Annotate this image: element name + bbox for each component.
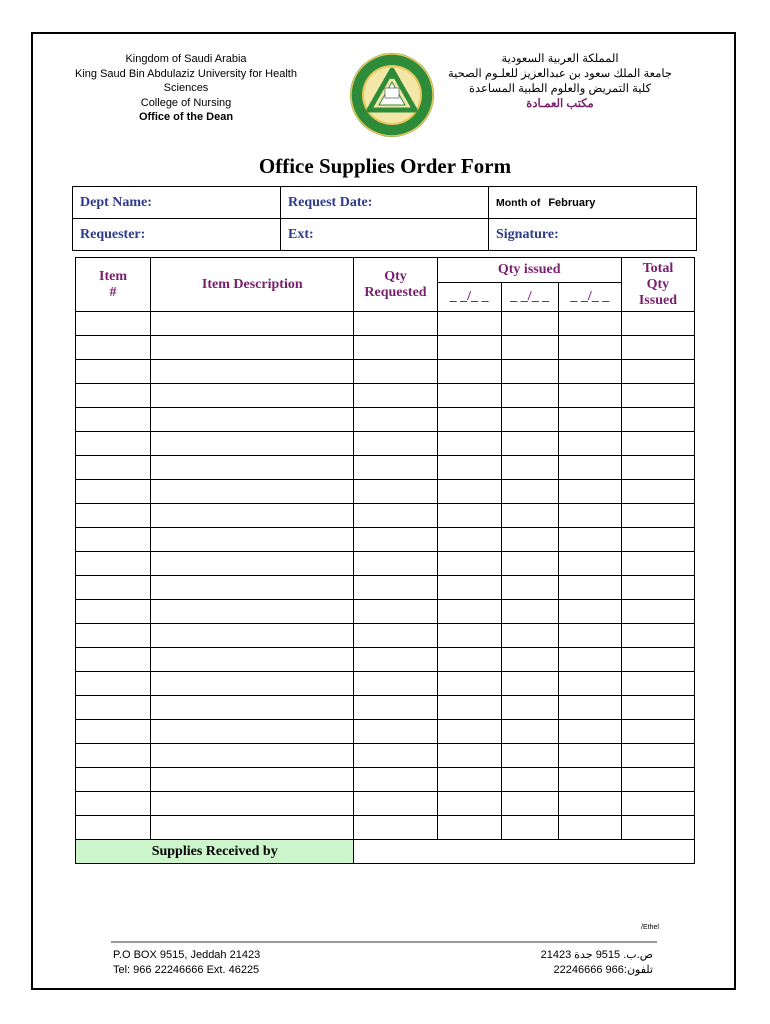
footer-divider: [111, 941, 657, 943]
table-cell[interactable]: [558, 336, 621, 360]
table-cell[interactable]: [558, 696, 621, 720]
table-cell[interactable]: [558, 624, 621, 648]
ext-label: Ext:: [288, 226, 314, 242]
table-cell[interactable]: [501, 432, 558, 456]
table-cell[interactable]: [354, 528, 437, 552]
table-cell[interactable]: [558, 720, 621, 744]
table-cell[interactable]: [76, 504, 151, 528]
table-cell[interactable]: [621, 552, 694, 576]
issue-date-3[interactable]: _ _/_ _: [558, 283, 621, 312]
table-cell[interactable]: [76, 552, 151, 576]
table-cell[interactable]: [354, 456, 437, 480]
table-cell[interactable]: [558, 648, 621, 672]
table-cell[interactable]: [437, 504, 501, 528]
table-row: [76, 792, 695, 816]
table-cell[interactable]: [151, 624, 354, 648]
table-cell[interactable]: [501, 312, 558, 336]
table-cell[interactable]: [621, 408, 694, 432]
table-cell[interactable]: [621, 312, 694, 336]
table-cell[interactable]: [437, 624, 501, 648]
table-cell[interactable]: [151, 408, 354, 432]
table-cell[interactable]: [501, 792, 558, 816]
table-row: [76, 576, 695, 600]
table-cell[interactable]: [621, 600, 694, 624]
table-cell[interactable]: [437, 480, 501, 504]
table-cell[interactable]: [76, 360, 151, 384]
table-cell[interactable]: [76, 720, 151, 744]
table-cell[interactable]: [437, 432, 501, 456]
form-title: Office Supplies Order Form: [258, 154, 512, 178]
table-cell[interactable]: [621, 432, 694, 456]
table-cell[interactable]: [437, 552, 501, 576]
table-cell[interactable]: [621, 792, 694, 816]
table-cell[interactable]: [437, 672, 501, 696]
supplies-received-field[interactable]: [354, 840, 695, 864]
table-cell[interactable]: [354, 360, 437, 384]
table-cell[interactable]: [76, 768, 151, 792]
table-cell[interactable]: [501, 576, 558, 600]
header-arabic: [440, 52, 680, 112]
table-cell[interactable]: [558, 384, 621, 408]
university-seal-logo: [349, 52, 435, 138]
table-cell[interactable]: [621, 672, 694, 696]
table-cell[interactable]: [76, 576, 151, 600]
table-cell[interactable]: [621, 480, 694, 504]
header-ar-line: جامعة الملك سعود بن عبدالعزيز للعلـوم الصحية: [447, 68, 673, 80]
table-row: [76, 504, 695, 528]
table-cell[interactable]: [558, 432, 621, 456]
author-initials: /Ethel: [641, 924, 659, 931]
header-ar-dean: مكتب العمـادة: [526, 98, 594, 110]
request-info-table: [72, 186, 697, 251]
table-row: [76, 312, 695, 336]
table-cell[interactable]: [76, 816, 151, 840]
table-row: [76, 768, 695, 792]
header-en-dean: Office of the Dean: [138, 111, 234, 123]
table-cell[interactable]: [151, 528, 354, 552]
table-cell[interactable]: [558, 792, 621, 816]
table-cell[interactable]: [558, 768, 621, 792]
table-cell[interactable]: [621, 696, 694, 720]
table-row: [76, 816, 695, 840]
table-cell[interactable]: [621, 456, 694, 480]
header-en-line: Kingdom of Saudi Arabia: [125, 53, 247, 65]
table-cell[interactable]: [76, 792, 151, 816]
footer-phone: Tel: 966 22246666 Ext. 46225: [113, 964, 260, 976]
table-cell[interactable]: [501, 504, 558, 528]
col-qty-requested: Qty Requested: [354, 258, 437, 312]
table-cell[interactable]: [621, 624, 694, 648]
table-cell[interactable]: [501, 648, 558, 672]
table-cell[interactable]: [354, 504, 437, 528]
table-cell[interactable]: [151, 480, 354, 504]
table-cell[interactable]: [437, 360, 501, 384]
table-cell[interactable]: [354, 816, 437, 840]
table-row: [76, 624, 695, 648]
table-cell[interactable]: [354, 600, 437, 624]
issue-date-1[interactable]: _ _/_ _: [437, 283, 501, 312]
table-cell[interactable]: [76, 696, 151, 720]
table-cell[interactable]: [76, 600, 151, 624]
table-cell[interactable]: [621, 360, 694, 384]
month-label: Month of: [496, 196, 541, 209]
table-cell[interactable]: [621, 744, 694, 768]
table-cell[interactable]: [558, 672, 621, 696]
table-row: [76, 528, 695, 552]
footer-ar-address: ص.ب. 9515 جدة 21423: [540, 949, 653, 961]
dept-name-label: Dept Name:: [80, 194, 152, 210]
table-cell[interactable]: [151, 360, 354, 384]
table-row: [76, 456, 695, 480]
table-cell[interactable]: [151, 792, 354, 816]
table-cell[interactable]: [501, 408, 558, 432]
table-cell[interactable]: [558, 312, 621, 336]
table-cell[interactable]: [354, 696, 437, 720]
table-cell[interactable]: [151, 336, 354, 360]
table-cell[interactable]: [501, 384, 558, 408]
table-cell[interactable]: [621, 720, 694, 744]
table-cell[interactable]: [558, 528, 621, 552]
footer-address: P.O BOX 9515, Jeddah 21423: [113, 949, 261, 961]
table-cell[interactable]: [354, 672, 437, 696]
table-cell[interactable]: [558, 600, 621, 624]
table-row: [76, 336, 695, 360]
table-cell[interactable]: [621, 576, 694, 600]
table-cell[interactable]: [437, 696, 501, 720]
table-row: [76, 432, 695, 456]
table-row: [76, 360, 695, 384]
table-cell[interactable]: [354, 480, 437, 504]
table-row: [76, 552, 695, 576]
table-row: [76, 648, 695, 672]
table-cell[interactable]: [501, 456, 558, 480]
table-cell[interactable]: [501, 720, 558, 744]
table-cell[interactable]: [621, 384, 694, 408]
table-row: [76, 408, 695, 432]
table-cell[interactable]: [501, 744, 558, 768]
header-en-line: King Saud Bin Abdulaziz University for Health Sciences: [75, 67, 297, 94]
table-cell[interactable]: [501, 672, 558, 696]
requester-field[interactable]: [73, 219, 281, 251]
table-cell[interactable]: [437, 792, 501, 816]
table-cell[interactable]: [437, 528, 501, 552]
table-cell[interactable]: [151, 504, 354, 528]
table-cell[interactable]: [501, 696, 558, 720]
table-cell[interactable]: [76, 384, 151, 408]
table-row: [76, 696, 695, 720]
table-cell[interactable]: [501, 768, 558, 792]
table-cell[interactable]: [558, 480, 621, 504]
table-cell[interactable]: [151, 552, 354, 576]
table-cell[interactable]: [354, 768, 437, 792]
table-cell[interactable]: [501, 552, 558, 576]
table-cell[interactable]: [76, 648, 151, 672]
requester-label: Requester:: [80, 226, 146, 242]
ext-field[interactable]: [281, 219, 489, 251]
signature-field[interactable]: [489, 219, 697, 251]
table-cell[interactable]: [437, 744, 501, 768]
request-date-label: Request Date:: [288, 194, 373, 210]
table-cell[interactable]: [621, 768, 694, 792]
supplies-received-label: Supplies Received by: [76, 840, 354, 864]
table-cell[interactable]: [354, 552, 437, 576]
table-cell[interactable]: [501, 624, 558, 648]
table-cell[interactable]: [621, 336, 694, 360]
table-cell[interactable]: [354, 744, 437, 768]
footer-arabic: [500, 948, 653, 978]
table-cell[interactable]: [151, 600, 354, 624]
footer-ar-phone: تلفون:966 22246666: [553, 964, 653, 976]
col-item-description: Item Description: [151, 258, 354, 312]
supplies-table: [75, 257, 695, 864]
table-cell[interactable]: [437, 600, 501, 624]
table-cell[interactable]: [354, 720, 437, 744]
table-cell[interactable]: [437, 720, 501, 744]
table-cell[interactable]: [354, 624, 437, 648]
table-cell[interactable]: [151, 768, 354, 792]
table-row: [76, 672, 695, 696]
request-date-field[interactable]: [281, 187, 489, 219]
table-cell[interactable]: [437, 456, 501, 480]
table-cell[interactable]: [437, 408, 501, 432]
table-cell[interactable]: [558, 552, 621, 576]
table-cell[interactable]: [621, 648, 694, 672]
footer-english: [113, 948, 260, 978]
table-row: [76, 720, 695, 744]
table-cell[interactable]: [151, 576, 354, 600]
header-ar-line: المملكة العربية السعودية: [501, 53, 619, 65]
col-qty-issued: Qty issued: [437, 258, 621, 283]
table-cell[interactable]: [76, 624, 151, 648]
table-cell[interactable]: [151, 312, 354, 336]
table-cell[interactable]: [558, 744, 621, 768]
table-cell[interactable]: [558, 816, 621, 840]
table-cell[interactable]: [76, 480, 151, 504]
table-cell[interactable]: [621, 504, 694, 528]
header-english: [58, 52, 314, 125]
table-cell[interactable]: [151, 744, 354, 768]
table-cell[interactable]: [76, 312, 151, 336]
table-cell[interactable]: [151, 816, 354, 840]
table-cell[interactable]: [501, 480, 558, 504]
table-cell[interactable]: [558, 408, 621, 432]
table-row: [76, 384, 695, 408]
table-cell[interactable]: [151, 648, 354, 672]
table-cell[interactable]: [437, 384, 501, 408]
table-cell[interactable]: [437, 576, 501, 600]
table-cell[interactable]: [76, 456, 151, 480]
table-cell[interactable]: [76, 528, 151, 552]
table-cell[interactable]: [437, 816, 501, 840]
table-cell[interactable]: [354, 648, 437, 672]
table-cell[interactable]: [76, 744, 151, 768]
table-cell[interactable]: [501, 816, 558, 840]
header-ar-line: كلية التمريض والعلوم الطبية المساعدة: [468, 83, 652, 95]
table-cell[interactable]: [437, 648, 501, 672]
table-row: [76, 744, 695, 768]
table-cell[interactable]: [354, 792, 437, 816]
table-cell[interactable]: [151, 672, 354, 696]
month-value: February: [548, 196, 596, 209]
table-cell[interactable]: [501, 336, 558, 360]
table-cell[interactable]: [76, 336, 151, 360]
table-cell[interactable]: [354, 384, 437, 408]
table-cell[interactable]: [151, 456, 354, 480]
table-cell[interactable]: [354, 408, 437, 432]
header-en-line: College of Nursing: [140, 96, 232, 109]
col-item-number: Item #: [76, 258, 151, 312]
table-cell[interactable]: [621, 816, 694, 840]
table-cell[interactable]: [437, 336, 501, 360]
table-cell[interactable]: [76, 672, 151, 696]
table-body: [76, 312, 695, 840]
dept-name-field[interactable]: [73, 187, 281, 219]
table-cell[interactable]: [501, 528, 558, 552]
table-cell[interactable]: [501, 600, 558, 624]
table-cell[interactable]: [558, 576, 621, 600]
table-cell[interactable]: [558, 504, 621, 528]
table-cell[interactable]: [76, 432, 151, 456]
table-cell[interactable]: [558, 456, 621, 480]
table-cell[interactable]: [354, 576, 437, 600]
table-cell[interactable]: [151, 696, 354, 720]
table-cell[interactable]: [151, 384, 354, 408]
table-cell[interactable]: [76, 408, 151, 432]
table-cell[interactable]: [354, 432, 437, 456]
signature-label: Signature:: [496, 226, 559, 242]
table-cell[interactable]: [151, 720, 354, 744]
issue-date-2[interactable]: _ _/_ _: [501, 283, 558, 312]
table-cell[interactable]: [501, 360, 558, 384]
table-cell[interactable]: [621, 528, 694, 552]
table-row: [76, 600, 695, 624]
month-field[interactable]: [489, 187, 697, 219]
table-cell[interactable]: [151, 432, 354, 456]
table-cell[interactable]: [437, 312, 501, 336]
table-row: [76, 480, 695, 504]
table-cell[interactable]: [558, 360, 621, 384]
table-cell[interactable]: [354, 336, 437, 360]
table-cell[interactable]: [437, 768, 501, 792]
col-total-qty-issued: Total Qty Issued: [621, 258, 694, 312]
table-cell[interactable]: [354, 312, 437, 336]
